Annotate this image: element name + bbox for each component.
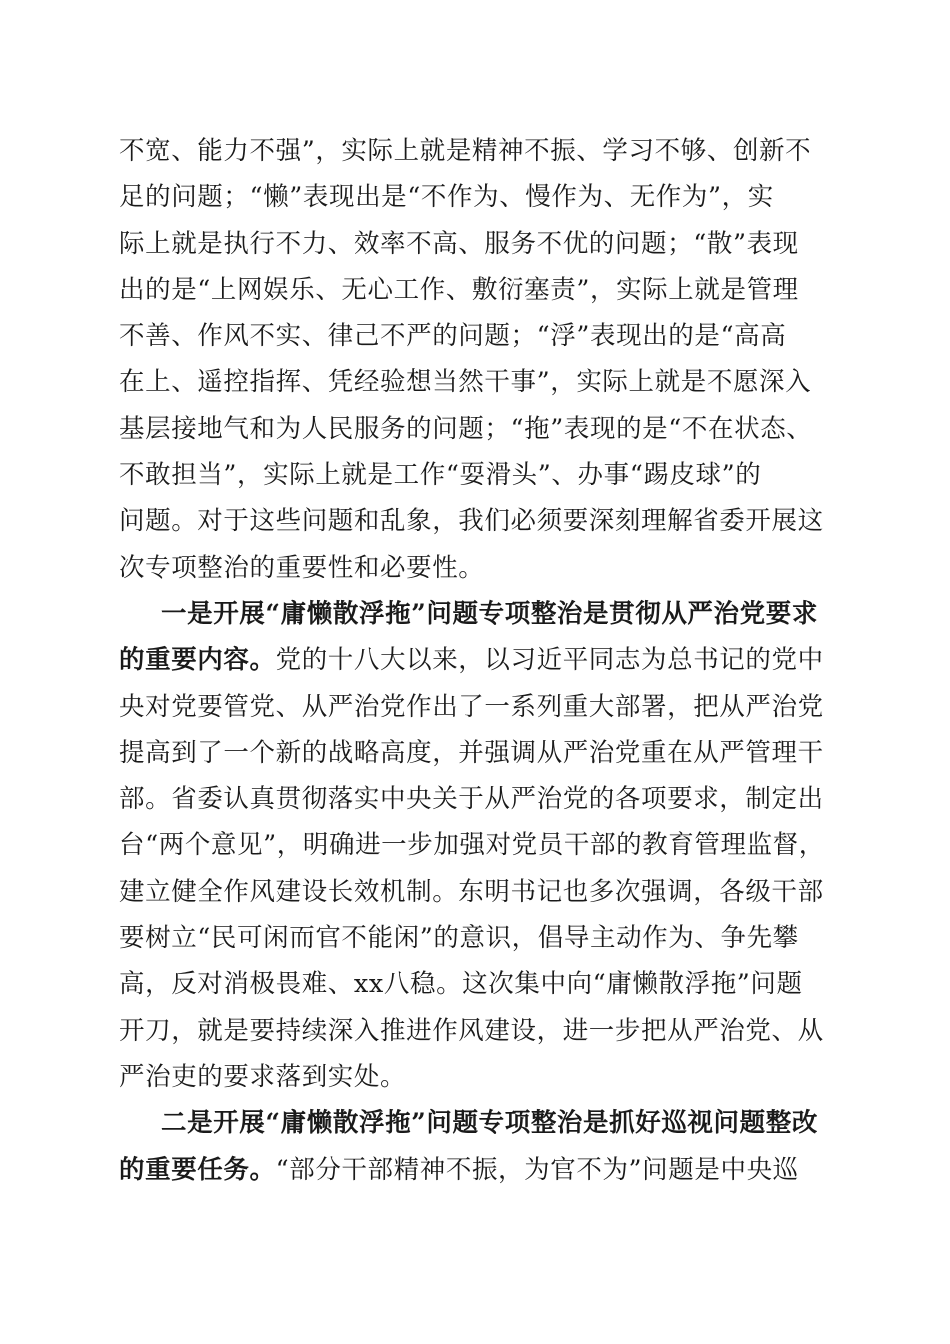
text-line: 严治吏的要求落到实处。 bbox=[119, 1061, 407, 1092]
text-line bbox=[119, 637, 831, 683]
text-line: 不善、作风不实、律己不严的问题；“浮”表现出的是“高高 bbox=[119, 321, 787, 352]
text-line: 基层接地气和为人民服务的问题；“拖”表现的是“不在状态、 bbox=[119, 413, 813, 444]
document-page bbox=[119, 128, 831, 1193]
text-line: 际上就是执行不力、效率不高、服务不优的问题；“散”表现 bbox=[119, 228, 799, 259]
text-line: 要树立“民可闲而官不能闲”的意识，倡导主动作为、争先攀 bbox=[119, 923, 799, 954]
section-heading: 一是开展“庸懒散浮拖”问题专项整治是贯彻从严治党要求 bbox=[161, 598, 818, 629]
paragraph-3 bbox=[119, 1100, 831, 1193]
paragraph-2 bbox=[119, 591, 831, 1100]
section-heading-end: 的重要内容。 bbox=[119, 645, 276, 676]
section-heading-end: 的重要任务。 bbox=[119, 1154, 276, 1185]
text-line-rest: 党的十八大以来，以习近平同志为总书记的党中 bbox=[275, 645, 824, 676]
text-line: 在上、遥控指挥、凭经验想当然干事”，实际上就是不愿深入 bbox=[119, 367, 812, 398]
text-line: 次专项整治的重要性和必要性。 bbox=[119, 552, 485, 583]
section-heading: 二是开展“庸懒散浮拖”问题专项整治是抓好巡视问题整改 bbox=[161, 1108, 818, 1139]
paragraph-1 bbox=[119, 128, 831, 591]
text-line-rest: “部分干部精神不振，为官不为”问题是中央巡 bbox=[275, 1154, 799, 1185]
text-line: 不宽、能力不强”，实际上就是精神不振、学习不够、创新不 bbox=[119, 136, 812, 166]
text-line: 央对党要管党、从严治党作出了一系列重大部署，把从严治党 bbox=[119, 691, 824, 722]
text-line: 高，反对消极畏难、xx八稳。这次集中向“庸懒散浮拖”问题 bbox=[119, 969, 803, 1000]
text-line: 不敢担当”，实际上就是工作“耍滑头”、办事“踢皮球”的 bbox=[119, 460, 762, 491]
text-line: 台“两个意见”，明确进一步加强对党员干部的教育管理监督， bbox=[119, 830, 825, 861]
text-line: 足的问题；“懒”表现出是“不作为、慢作为、无作为”，实 bbox=[119, 182, 774, 213]
text-line: 问题。对于这些问题和乱象，我们必须要深刻理解省委开展这 bbox=[119, 506, 824, 537]
text-line: 出的是“上网娱乐、无心工作、敷衍塞责”，实际上就是管理 bbox=[119, 274, 799, 305]
text-line: 部。省委认真贯彻落实中央关于从严治党的各项要求，制定出 bbox=[119, 784, 824, 815]
text-line: 开刀，就是要持续深入推进作风建设，进一步把从严治党、从 bbox=[119, 1015, 824, 1046]
text-line bbox=[119, 1147, 831, 1193]
text-line: 提高到了一个新的战略高度，并强调从严治党重在从严管理干 bbox=[119, 737, 824, 768]
text-line: 建立健全作风建设长效机制。东明书记也多次强调，各级干部 bbox=[119, 876, 824, 907]
